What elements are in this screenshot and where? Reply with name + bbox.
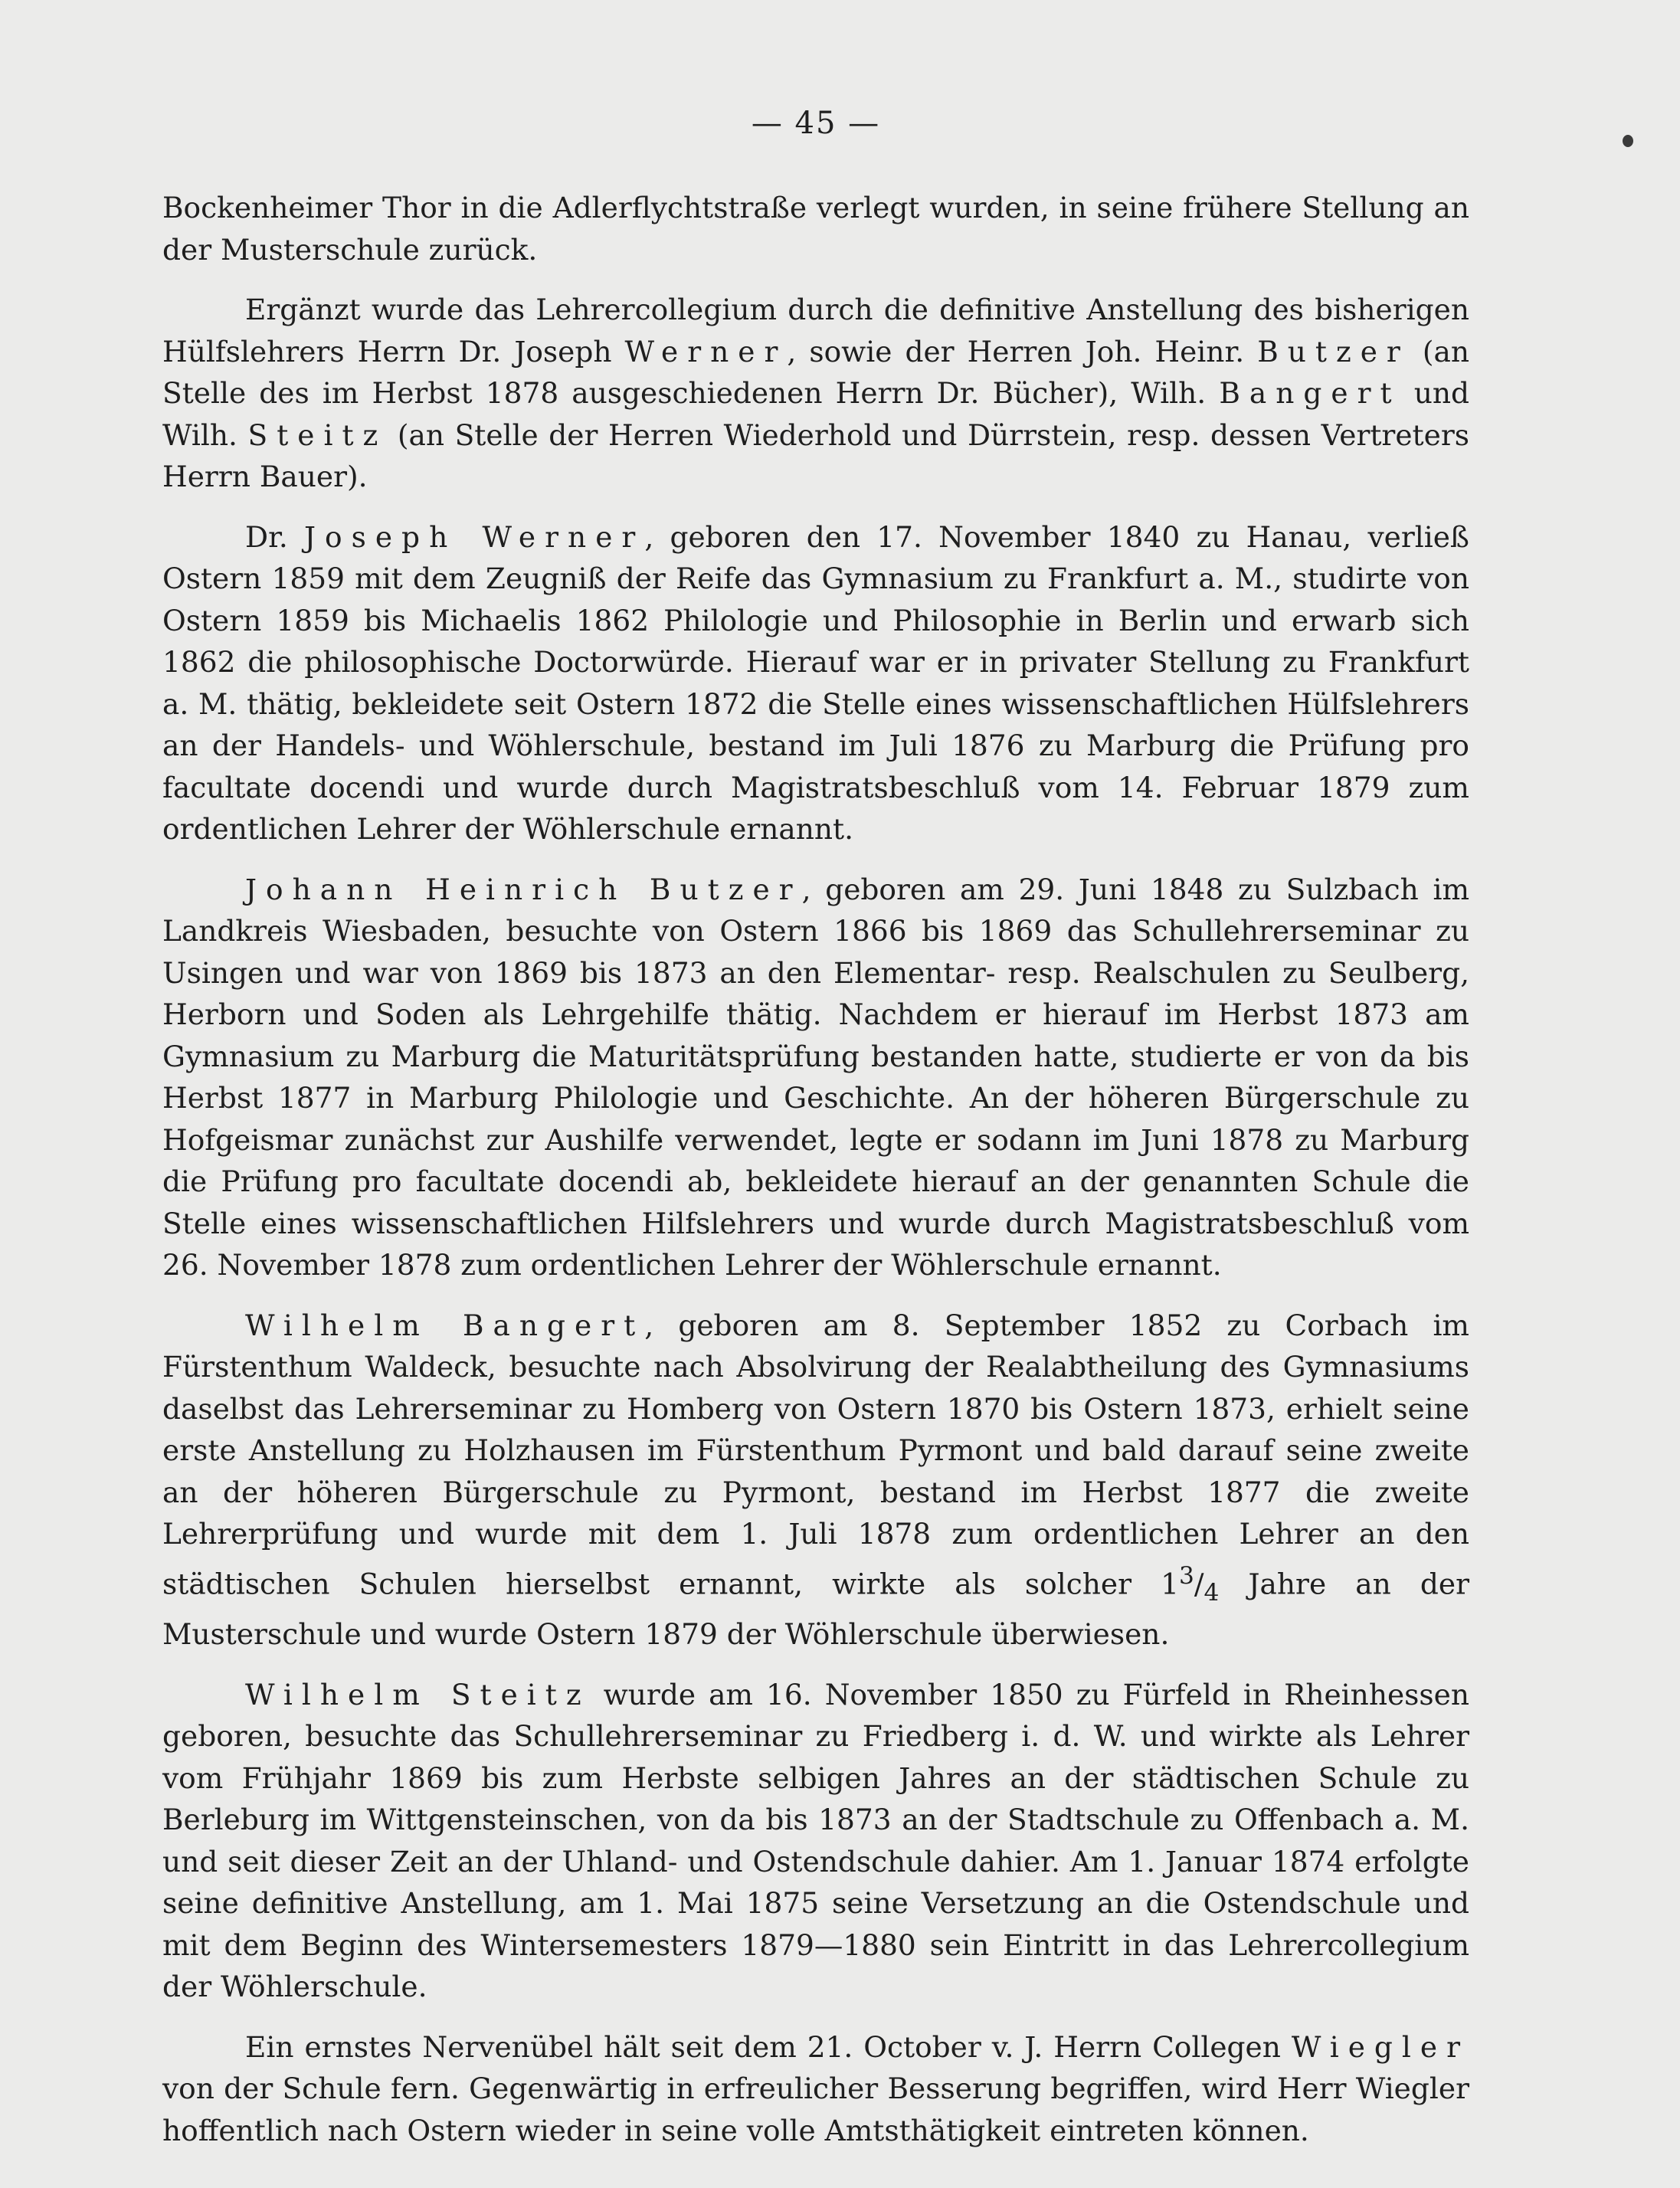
text-run: Jahre an der Musterschule und wurde Ostern 1879 der Wöhlerschule überwiesen.: [162, 1567, 1469, 1651]
paragraph-6: [162, 1674, 1469, 2008]
text-run: , geboren am 29. Juni 1848 zu Sulzbach im Landkreis Wiesbaden, besuchte von Ostern 1866 bis 1869 das Schullehrerseminar zu Usingen und war von 1869 bis 1873 an den Elementar- resp. Realschulen zu Seulberg, Herborn und Soden als Lehrgehilfe thätig. Nachdem er hierauf im Herbst 1873 am Gymnasium zu Marburg die Maturitätsprüfung bestanden hatte, studierte er von da bis Herbst 1877 in Marburg Philologie und Geschichte. An der höheren Bürgerschule zu Hofgeismar zunächst zur Aushilfe verwendet, legte er sodann im Juni 1878 zu Marburg die Prüfung pro facultate docendi ab, bekleidete hierauf an der genannten Schule die Stelle eines wissenschaftlichen Hilfslehrers und wurde durch Magistratsbeschluß vom 26. November 1878 zum ordentlichen Lehrer der Wöhlerschule ernannt.: [162, 872, 1470, 1282]
text-run: , geboren am 8. September 1852 zu Corbach im Fürstenthum Waldeck, besuchte nach Absolvirung der Realabtheilung des Gymnasiums daselbst das Lehrerseminar zu Homberg von Ostern 1870 bis Ostern 1873, erhielt seine erste Anstellung zu Holzhausen im Fürstenthum Pyrmont und bald darauf seine zweite an der höheren Bürgerschule zu Pyrmont, bestand im Herbst 1877 die zweite Lehrerprüfung und wurde mit dem 1. Juli 1878 zum ordentlichen Lehrer an den städtischen Schulen hierselbst ernannt, wirkte als solcher 1: [162, 1308, 1469, 1600]
text-run: , geboren den 17. November 1840 zu Hanau, verließ Ostern 1859 mit dem Zeugniß der Reife das Gymnasium zu Frankfurt a. M., studirte von Ostern 1859 bis Michaelis 1862 Philologie und Philosophie in Berlin und erwarb sich 1862 die philosophische Doctorwürde. Hierauf war er in privater Stellung zu Frankfurt a. M. thätig, bekleidete seit Ostern 1872 die Stelle eines wissenschaftlichen Hülfslehrers an der Handels- und Wöhlerschule, bestand im Juli 1876 zu Marburg die Prüfung pro facultate docendi und wurde durch Magistratsbeschluß vom 14. Februar 1879 zum ordentlichen Lehrer der Wöhlerschule ernannt.: [162, 519, 1469, 846]
paragraph-7: [162, 2026, 1469, 2152]
paragraph-5: [162, 1305, 1469, 1656]
name-wilhelm-steitz: Wilhelm Steitz: [245, 1677, 591, 1711]
fraction-slash: /: [1194, 1567, 1204, 1600]
ink-speck: [1623, 135, 1633, 147]
name-wilhelm-bangert: Wilhelm Bangert: [245, 1308, 645, 1342]
name-butzer: Butzer: [1257, 334, 1410, 368]
paragraph-3: [162, 516, 1469, 850]
name-johann-heinrich-butzer: Johann Heinrich Butzer: [245, 872, 802, 906]
text-run: von der Schule fern. Gegenwärtig in erfreulicher Besserung begriffen, wird Herr Wiegler hoffentlich nach Ostern wieder in seine volle Amtsthätigkeit eintreten können.: [162, 2072, 1469, 2147]
name-joseph-werner: Joseph Werner: [304, 519, 645, 554]
text-run: und Wilh.: [162, 376, 1470, 452]
body-text: [162, 187, 1469, 2170]
text-run: Dr.: [245, 519, 305, 554]
paragraph-1: Bockenheimer Thor in die Adlerflychtstraße verlegt wurden, in seine frühere Stellung an der Musterschule zurück.: [162, 191, 1469, 267]
paragraph-2: [162, 289, 1469, 498]
name-bangert: Bangert: [1219, 376, 1401, 410]
text-run: (an Stelle der Herren Wiederhold und Dürrstein, resp. dessen Vertreters Herrn Bauer).: [162, 418, 1469, 493]
text-run: , sowie der Herren Joh. Heinr.: [787, 334, 1258, 368]
fraction-numerator: 3: [1178, 1561, 1194, 1590]
text-run: Ein ernstes Nervenübel hält seit dem 21. October v. J. Herrn Collegen: [245, 2029, 1292, 2064]
text-run: Ergänzt wurde das Lehrercollegium durch die definitive Anstellung des bisherigen Hülfslehrers Herrn Dr. Joseph: [162, 293, 1469, 368]
name-wiegler: Wiegler: [1291, 2029, 1469, 2064]
page-number: — 45 —: [751, 106, 881, 141]
text-run: (an Stelle des im Herbst 1878 ausgeschiedenen Herrn Dr. Bücher), Wilh.: [162, 334, 1469, 410]
name-steitz: Steitz: [247, 418, 388, 452]
text-run: wurde am 16. November 1850 zu Fürfeld in Rheinhessen geboren, besuchte das Schullehrerseminar zu Friedberg i. d. W. und wirkte als Lehrer vom Frühjahr 1869 bis zum Herbste selbigen Jahres an der städtischen Schule zu Berleburg im Wittgensteinschen, von da bis 1873 an der Stadtschule zu Offenbach a. M. und seit dieser Zeit an der Uhland- und Ostendschule dahier. Am 1. Januar 1874 erfolgte seine definitive Anstellung, am 1. Mai 1875 seine Versetzung an die Ostendschule und mit dem Beginn des Wintersemesters 1879—1880 sein Eintritt in das Lehrercollegium der Wöhlerschule.: [162, 1677, 1469, 2003]
paragraph-4: [162, 869, 1469, 1286]
fraction-denominator: 4: [1204, 1578, 1220, 1607]
name-werner: Werner: [624, 334, 788, 368]
